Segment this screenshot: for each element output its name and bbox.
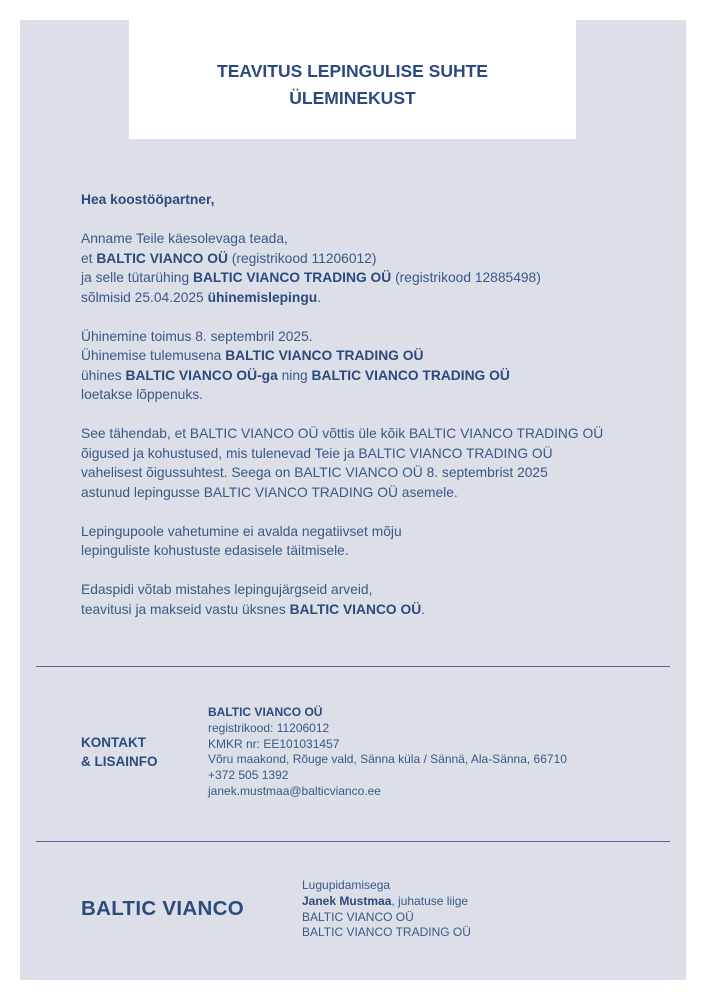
- divider-bottom: [36, 841, 670, 842]
- p2-line3-text: ühines: [81, 367, 126, 383]
- contact-email: janek.mustmaa@balticvianco.ee: [208, 783, 381, 798]
- p2-line2-bold: BALTIC VIANCO TRADING OÜ: [225, 348, 424, 363]
- signature-name-line: [302, 894, 471, 910]
- contact-phone: +372 505 1392: [208, 768, 289, 783]
- contact-reg-code: registrikood: 11206012: [208, 720, 330, 735]
- signature-closing: Lugupidamisega: [302, 878, 391, 892]
- company-name-bold: BALTIC VIANCO OÜ: [96, 250, 228, 266]
- contact-heading-line2: & LISAINFO: [81, 754, 158, 769]
- title-line-2: ÜLEMINEKUST: [289, 88, 416, 108]
- subsidiary-name-bold: BALTIC VIANCO TRADING OÜ: [192, 270, 392, 285]
- signatory-role: , juhatuse liige: [391, 893, 469, 908]
- contact-vat: KMKR nr: EE101031457: [208, 736, 340, 751]
- document-title: [129, 58, 576, 112]
- signature-company-2: BALTIC VIANCO TRADING OÜ: [302, 925, 471, 940]
- p1-line3-reg: (registrikood 12885498): [391, 270, 541, 285]
- p2-line3-bold-b: BALTIC VIANCO TRADING OÜ: [311, 367, 510, 383]
- p3-line3: vahelisest õigussuhtest. Seega on BALTIC VIANCO OÜ 8. septembrist 2025: [81, 465, 548, 480]
- signature-company-1: BALTIC VIANCO OÜ: [302, 909, 414, 924]
- contact-company: BALTIC VIANCO OÜ: [208, 705, 323, 719]
- paragraph-invoices: [81, 580, 661, 619]
- company-logo: BALTIC VIANCO: [81, 897, 244, 920]
- p1-line2-text: et: [81, 250, 97, 266]
- p2-line1: Ühinemine toimus 8. septembril 2025.: [81, 328, 313, 344]
- paragraph-rights-transfer: [81, 424, 661, 502]
- p3-line1: See tähendab, et BALTIC VIANCO OÜ võttis üle kõik BALTIC VIANCO TRADING OÜ: [81, 426, 604, 441]
- p2-line2-text: Ühinemise tulemusena: [81, 348, 226, 363]
- p5-line1: Edaspidi võtab mistahes lepingujärgseid arveid,: [81, 582, 373, 597]
- p4-line2: lepinguliste kohustuste edasisele täitmisele.: [81, 543, 349, 558]
- title-line-1: TEAVITUS LEPINGULISE SUHTE: [217, 61, 488, 81]
- contact-heading: [81, 733, 158, 771]
- paragraph-no-impact: [81, 522, 661, 561]
- p1-line4-text: sõlmisid 25.04.2025: [81, 289, 208, 305]
- paragraph-merger-result: [81, 327, 661, 405]
- letter-body: [81, 190, 661, 639]
- signatory-name: Janek Mustmaa: [302, 893, 392, 908]
- signature-block: [302, 878, 471, 941]
- p3-line4: astunud lepingusse BALTIC VIANCO TRADING OÜ asemele.: [81, 484, 458, 500]
- contact-heading-line1: KONTAKT: [81, 735, 146, 750]
- p1-line1: Anname Teile käesolevaga teada,: [81, 231, 288, 246]
- contact-details: [208, 705, 567, 800]
- p1-line2-reg: (registrikood 11206012): [227, 250, 377, 266]
- p5-line2-text: teavitusi ja makseid vastu üksnes: [81, 601, 290, 617]
- p5-line2-bold: BALTIC VIANCO OÜ: [289, 601, 422, 617]
- p1-line3-text: ja selle tütarühing: [81, 270, 193, 285]
- p2-line3-mid: ning: [277, 367, 312, 383]
- merger-agreement-bold: ühinemislepingu: [207, 289, 318, 305]
- p4-line1: Lepingupoole vahetumine ei avalda negatiivset mõju: [81, 523, 402, 539]
- p2-line4: loetakse lõppenuks.: [81, 387, 203, 402]
- greeting: Hea koostööpartner,: [81, 192, 215, 207]
- p1-line4-end: .: [317, 289, 322, 305]
- p5-line2-end: .: [421, 601, 426, 617]
- p3-line2: õigused ja kohustused, mis tulenevad Teie ja BALTIC VIANCO TRADING OÜ: [81, 445, 553, 461]
- divider-top: [36, 666, 670, 667]
- p2-line3-bold-a: BALTIC VIANCO OÜ-ga: [125, 367, 278, 383]
- contact-address: Võru maakond, Rõuge vald, Sänna küla / Sännä, Ala-Sänna, 66710: [208, 752, 567, 767]
- paragraph-merger-agreement: [81, 229, 661, 307]
